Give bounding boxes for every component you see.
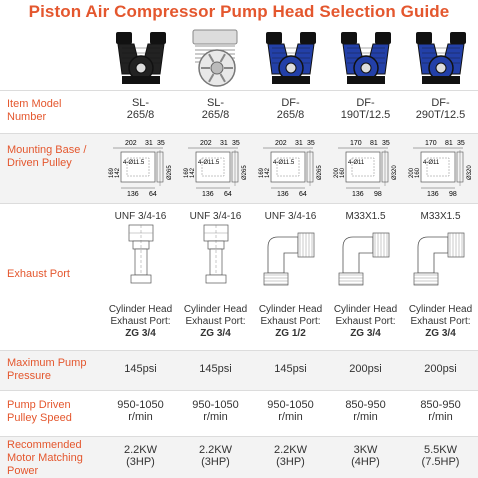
label-pulley-speed: Pump Driven Pulley Speed	[7, 399, 72, 424]
dim-left2: 160	[414, 167, 421, 178]
dim-bottom2: 64	[298, 191, 307, 198]
port-spec-cell	[178, 304, 253, 340]
dim-dia: Ø265	[166, 165, 173, 180]
speed_line2: r/min	[203, 411, 228, 423]
power-cell	[253, 444, 328, 468]
power_line1: 5.5KW	[423, 444, 457, 456]
pressure: 200psi	[424, 363, 457, 375]
dim-right: 35	[156, 140, 165, 147]
model_line1: SL-	[131, 97, 150, 109]
power-cell	[178, 444, 253, 468]
dim-bottom: 136	[276, 191, 289, 198]
dim-bottom: 136	[126, 191, 139, 198]
label-mounting-base: Mounting Base / Driven Pulley	[7, 144, 87, 169]
pressure: 145psi	[199, 363, 232, 375]
model_line1: DF-	[356, 97, 375, 109]
dim-hole: 4-Ø11.5	[122, 160, 144, 166]
dim-top: 170	[424, 140, 437, 147]
label-pump-pressure: Maximum Pump Pressure	[7, 357, 87, 382]
port-spec-cell	[403, 304, 478, 340]
exhaust-cell	[328, 211, 403, 289]
dim-right: 35	[381, 140, 390, 147]
dim-dia: Ø320	[466, 165, 473, 180]
dim-top: 202	[199, 140, 212, 147]
dim-hole: 4-Ø11.5	[197, 160, 219, 166]
pressure-cell	[253, 363, 328, 375]
model-cell	[328, 97, 403, 121]
dim-right: 35	[231, 140, 240, 147]
pressure: 145psi	[274, 363, 307, 375]
model_line2: 290T/12.5	[415, 109, 466, 121]
power_line2: (3HP)	[126, 456, 155, 468]
exhaust-diagram	[403, 223, 478, 289]
model-cell	[178, 97, 253, 121]
blue-pump-icon	[333, 24, 399, 90]
port_size: ZG 1/2	[275, 328, 306, 339]
mounting-diagram	[103, 136, 178, 204]
mounting-diagram	[328, 136, 403, 204]
pressure-cell	[328, 363, 403, 375]
speed_line2: r/min	[128, 411, 153, 423]
model-cell	[403, 97, 478, 121]
mounting-diagram	[403, 136, 478, 204]
port-spec-cell	[103, 304, 178, 340]
port_line2: Exhaust Port:	[335, 316, 396, 327]
silver-pump-icon	[183, 24, 249, 90]
dim-hole: 4-Ø11	[422, 160, 439, 166]
pressure: 145psi	[124, 363, 157, 375]
exhaust-diagram	[178, 223, 253, 289]
port_size: ZG 3/4	[125, 328, 156, 339]
label-item-model: Item Model Number	[7, 98, 62, 123]
power_line2: (3HP)	[201, 456, 230, 468]
port_size: ZG 3/4	[200, 328, 231, 339]
model_line2: 190T/12.5	[340, 109, 391, 121]
port_line1: Cylinder Head	[108, 304, 173, 315]
model_line1: DF-	[431, 97, 450, 109]
speed_line1: 950-1050	[192, 399, 239, 411]
power_line2: (7.5HP)	[421, 456, 460, 468]
dim-top: 202	[274, 140, 287, 147]
pressure: 200psi	[349, 363, 382, 375]
model-cell	[253, 97, 328, 121]
model_line2: 265/8	[126, 109, 155, 121]
dim-mid: 81	[444, 140, 453, 147]
dim-left1: 169	[183, 167, 190, 178]
thread: M33X1.5	[345, 211, 386, 222]
speed_line2: r/min	[428, 411, 453, 423]
port_line1: Cylinder Head	[183, 304, 248, 315]
speed-cell	[253, 399, 328, 423]
mounting-diagram	[253, 136, 328, 204]
model_line2: 265/8	[201, 109, 230, 121]
thread: UNF 3/4-16	[189, 211, 242, 222]
label-motor-power: Recommended Motor Matching Power	[7, 439, 83, 477]
exhaust-cell	[253, 211, 328, 289]
pressure-cell	[178, 363, 253, 375]
dim-left1: 169	[108, 167, 115, 178]
exhaust-cell	[103, 211, 178, 289]
power_line2: (3HP)	[276, 456, 305, 468]
dim-dia: Ø265	[241, 165, 248, 180]
dim-mid: 31	[219, 140, 228, 147]
thread: M33X1.5	[420, 211, 461, 222]
dim-mid: 31	[294, 140, 303, 147]
dim-bottom2: 64	[223, 191, 232, 198]
dim-hole: 4-Ø11.5	[272, 160, 294, 166]
model_line1: SL-	[206, 97, 225, 109]
port_line1: Cylinder Head	[258, 304, 323, 315]
dim-left1: 200	[408, 167, 415, 178]
dim-bottom2: 98	[448, 191, 457, 198]
dim-dia: Ø265	[316, 165, 323, 180]
dim-left2: 142	[189, 167, 196, 178]
pressure-cell	[403, 363, 478, 375]
dim-mid: 31	[144, 140, 153, 147]
model_line1: DF-	[281, 97, 300, 109]
power_line1: 2.2KW	[273, 444, 307, 456]
power_line1: 2.2KW	[198, 444, 232, 456]
blue-pump-icon	[408, 24, 474, 90]
dim-bottom: 136	[426, 191, 439, 198]
dim-right: 35	[456, 140, 465, 147]
port_line2: Exhaust Port:	[110, 316, 171, 327]
product-photos	[103, 24, 478, 90]
speed-cell	[403, 399, 478, 423]
dim-top: 202	[124, 140, 137, 147]
dim-hole: 4-Ø11	[347, 160, 364, 166]
model_line2: 265/8	[276, 109, 305, 121]
exhaust-cell	[178, 211, 253, 289]
exhaust-diagram	[103, 223, 178, 289]
speed_line1: 950-1050	[267, 399, 314, 411]
port-spec-cell	[253, 304, 328, 340]
pressure-cell	[103, 363, 178, 375]
page-title: Piston Air Compressor Pump Head Selection Guide	[28, 2, 450, 21]
dim-top: 170	[349, 140, 362, 147]
dim-bottom: 136	[201, 191, 214, 198]
dim-left2: 142	[264, 167, 271, 178]
speed-cell	[178, 399, 253, 423]
dim-right: 35	[306, 140, 315, 147]
speed_line1: 850-950	[420, 399, 461, 411]
dim-left2: 160	[339, 167, 346, 178]
model-cell	[103, 97, 178, 121]
dim-left1: 200	[333, 167, 340, 178]
label-exhaust-port: Exhaust Port	[7, 268, 70, 280]
port_line1: Cylinder Head	[333, 304, 398, 315]
port_line2: Exhaust Port:	[410, 316, 471, 327]
exhaust-diagram	[328, 223, 403, 289]
black-pump-icon	[108, 24, 174, 90]
exhaust-diagram	[253, 223, 328, 289]
power-cell	[103, 444, 178, 468]
port_size: ZG 3/4	[350, 328, 381, 339]
speed_line2: r/min	[353, 411, 378, 423]
speed_line1: 850-950	[345, 399, 386, 411]
dim-bottom: 136	[351, 191, 364, 198]
speed-cell	[328, 399, 403, 423]
dim-bottom2: 64	[148, 191, 157, 198]
power_line1: 3KW	[353, 444, 378, 456]
port_size: ZG 3/4	[425, 328, 456, 339]
dim-dia: Ø320	[391, 165, 398, 180]
port_line1: Cylinder Head	[408, 304, 473, 315]
mounting-diagram	[178, 136, 253, 204]
dim-bottom2: 98	[373, 191, 382, 198]
power_line1: 2.2KW	[123, 444, 157, 456]
port_line2: Exhaust Port:	[185, 316, 246, 327]
port_line2: Exhaust Port:	[260, 316, 321, 327]
power_line2: (4HP)	[351, 456, 380, 468]
speed_line2: r/min	[278, 411, 303, 423]
thread: UNF 3/4-16	[264, 211, 317, 222]
power-cell	[403, 444, 478, 468]
power-cell	[328, 444, 403, 468]
dim-left2: 142	[114, 167, 121, 178]
speed_line1: 950-1050	[117, 399, 164, 411]
thread: UNF 3/4-16	[114, 211, 167, 222]
blue-pump-icon	[258, 24, 324, 90]
dim-left1: 169	[258, 167, 265, 178]
dim-mid: 81	[369, 140, 378, 147]
exhaust-cell	[403, 211, 478, 289]
port-spec-cell	[328, 304, 403, 340]
speed-cell	[103, 399, 178, 423]
